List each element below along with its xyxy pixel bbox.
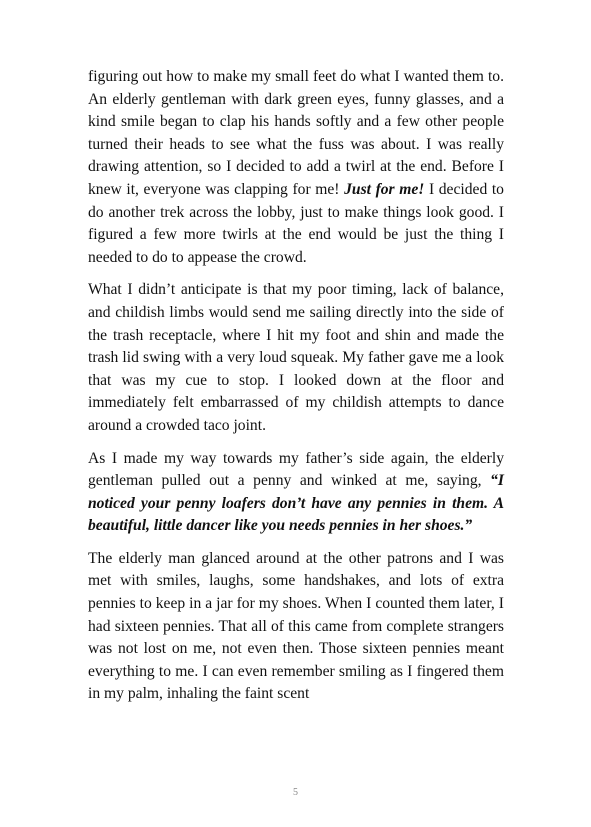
page-number: 5: [293, 787, 298, 798]
paragraph-3-text-1: As I made my way towards my father’s side again, the elderly gentleman pulled out a penny and winked at me, saying,: [88, 449, 504, 490]
body-text: [88, 66, 504, 716]
paragraph-4: [88, 548, 504, 706]
paragraph-3-quote: “I noticed your penny loafers don’t have any pennies in them. A beautiful, little dancer like you needs pennies in her shoes.”: [88, 472, 504, 535]
paragraph-4-text-1: The elderly man glanced around at the other patrons and I was met with smiles, laughs, some handshakes, and lots of extra pennies to keep in a jar for my shoes. When I counted them later, I had sixteen pennies. That all of this came from complete strangers was not lost on me, not even then. Those sixteen pennies meant everything to me. I can even remember smiling as I fingered them in my palm, inhaling the faint scent: [88, 549, 504, 703]
paragraph-1-emphasis: Just for me!: [344, 180, 425, 198]
paragraph-3: [88, 448, 504, 538]
paragraph-1-text-1: figuring out how to make my small feet do what I wanted them to. An elderly gentleman with dark green eyes, funny glasses, and a kind smile began to clap his hands softly and a few other people turned their heads to see what the fuss was about. I was really drawing attention, so I decided to add a twirl at the end. Before I knew it, everyone was clapping for me!: [88, 68, 504, 198]
paragraph-1-text-2: I decided to do another trek across the lobby, just to make things look good. I figured a few more twirls at the end would be just the thing I needed to do to appease the crowd.: [88, 180, 504, 266]
paragraph-1: [88, 66, 504, 269]
paragraph-2-text-1: What I didn’t anticipate is that my poor timing, lack of balance, and childish limbs would send me sailing directly into the side of the trash receptacle, where I hit my foot and shin and made the trash lid swing with a very loud squeak. My father gave me a look that was my cue to stop. I looked down at the floor and immediately felt embarrassed of my childish attempts to dance around a crowded taco joint.: [88, 281, 504, 434]
paragraph-2: [88, 279, 504, 437]
